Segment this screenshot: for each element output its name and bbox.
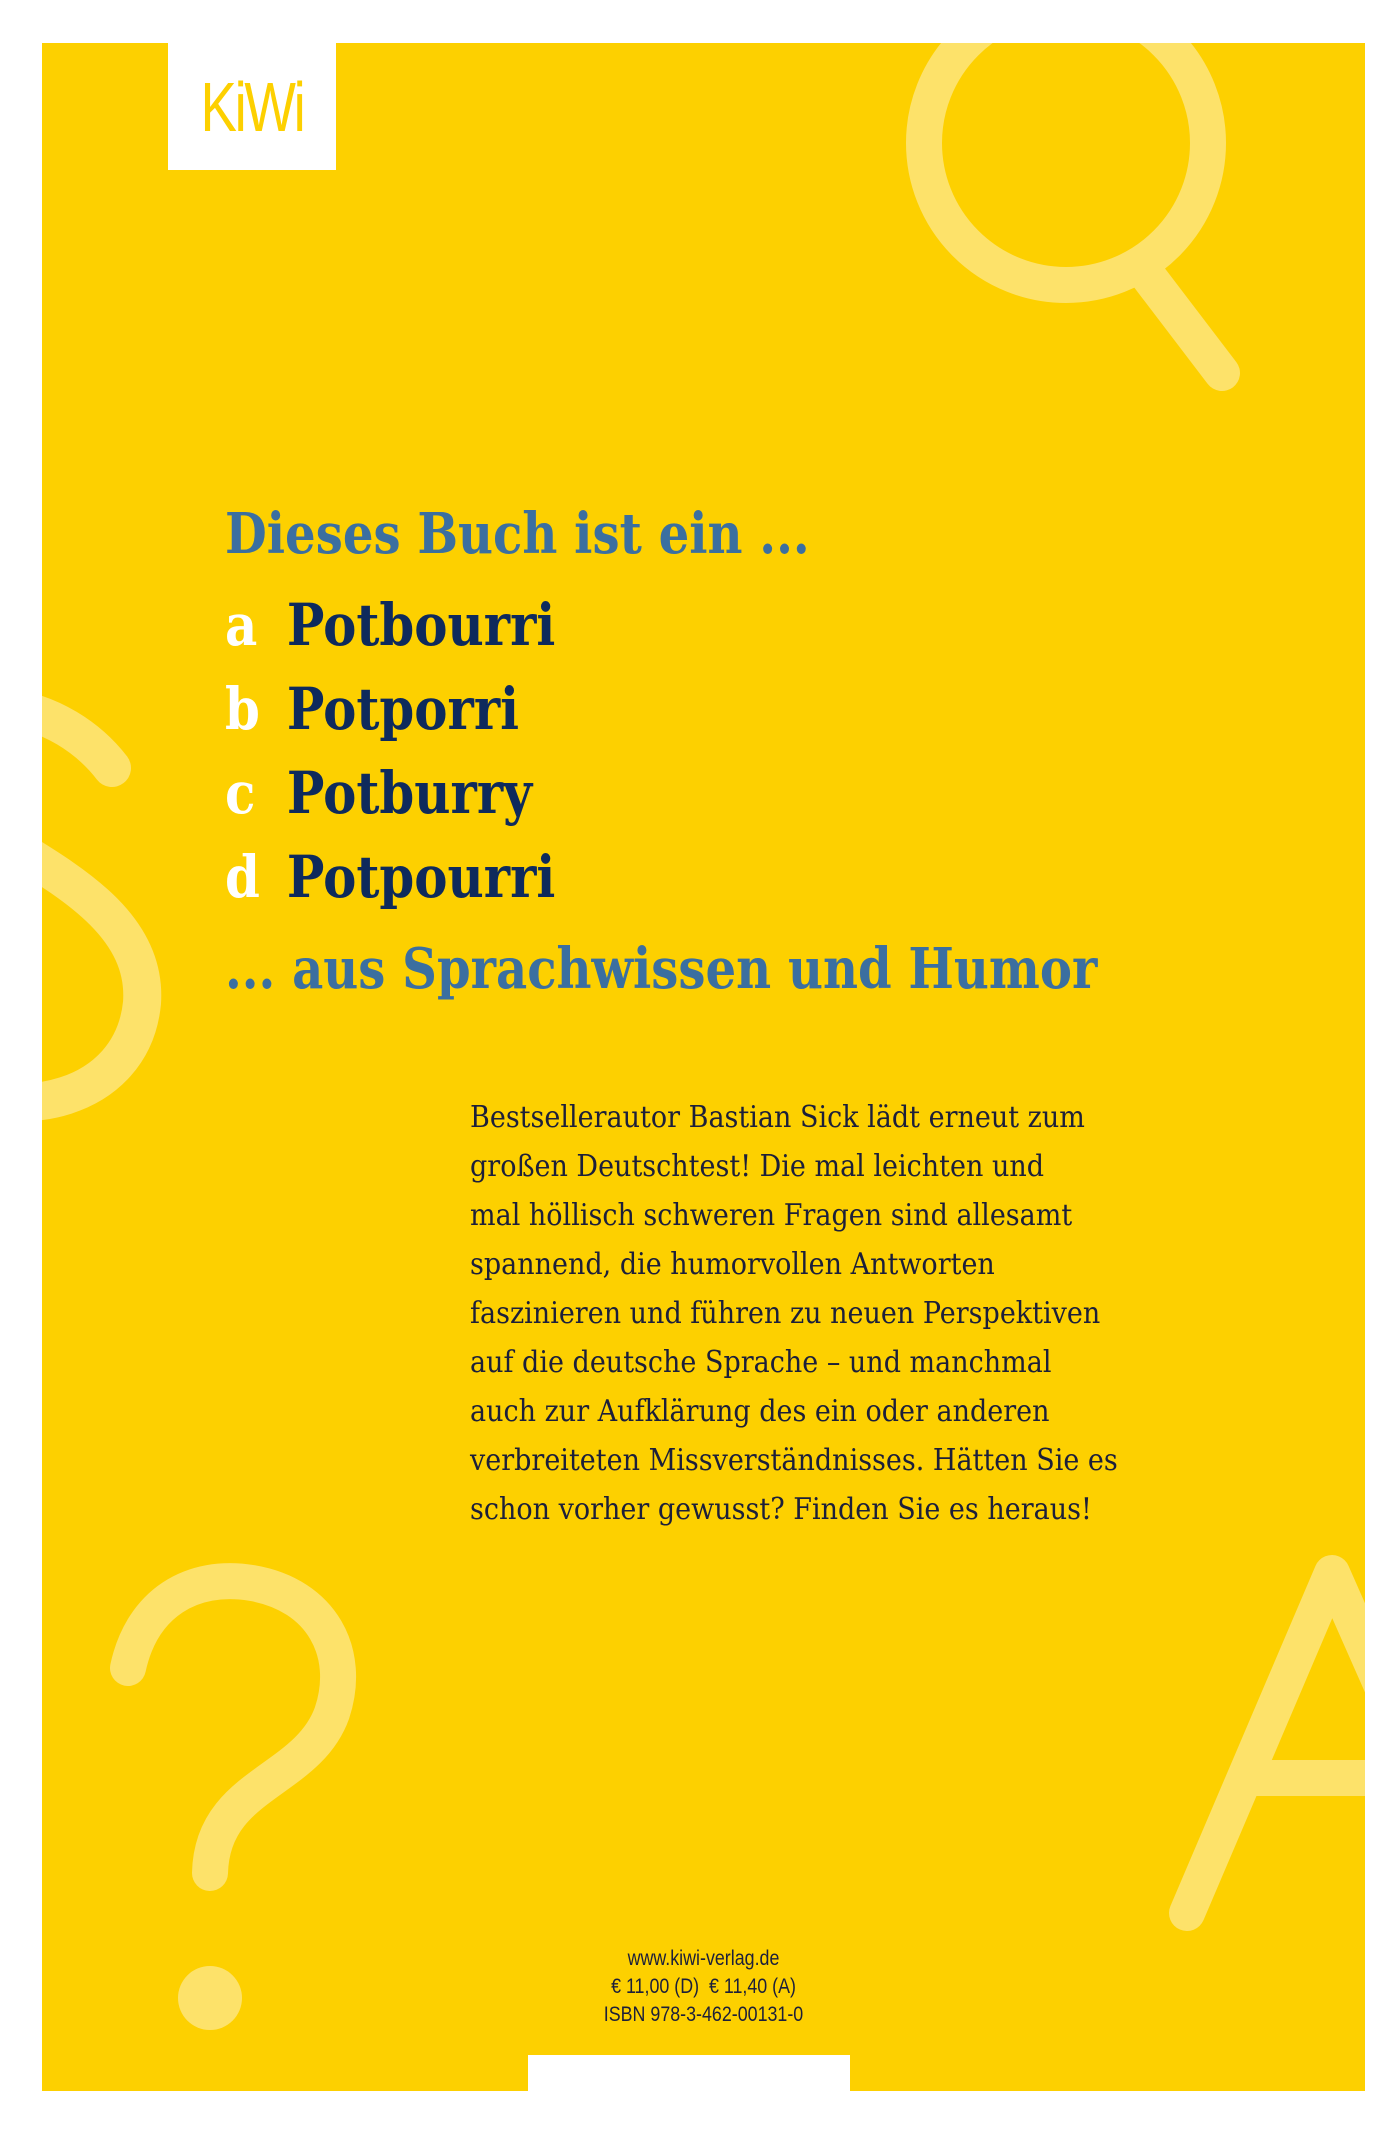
option-text: Potporri — [286, 675, 520, 743]
letter-s-icon — [42, 707, 142, 1102]
isbn-text: ISBN 978-3-462-00131-0 — [603, 2003, 804, 2026]
option-letter: b — [225, 675, 260, 743]
quiz-option-a — [225, 591, 556, 666]
blurb-line: auch zur Aufklärung des ein oder anderen — [470, 1394, 1050, 1429]
price-text: € 11,00 (D) € 11,40 (A) — [611, 1975, 796, 1998]
option-letter: c — [225, 759, 256, 827]
background-decorations — [42, 43, 1365, 2091]
blurb-line: Bestsellerautor Bastian Sick lädt erneut zum — [470, 1100, 1085, 1135]
blurb-line: spannend, die humorvollen Antworten — [470, 1247, 995, 1282]
blurb-line: faszinieren und führen zu neuen Perspektiven — [470, 1296, 1101, 1331]
book-back-cover — [42, 43, 1365, 2091]
option-letter: a — [225, 591, 258, 659]
option-text: Potpourri — [286, 843, 556, 911]
quiz-option-b — [225, 675, 520, 750]
blurb-line: verbreiteten Missverständnisses. Hätten Sie es — [470, 1443, 1118, 1478]
quiz-option-c — [225, 759, 533, 834]
barcode-area — [528, 2055, 850, 2091]
publisher-footer — [42, 1945, 1365, 2029]
blurb-line: schon vorher gewusst? Finden Sie es heraus! — [470, 1492, 1092, 1527]
blurb-line: mal höllisch schweren Fragen sind allesamt — [470, 1198, 1073, 1233]
kiwi-logo — [168, 43, 336, 170]
blurb-line: auf die deutsche Sprache – und manchmal — [470, 1345, 1052, 1380]
option-letter: d — [225, 843, 260, 911]
letter-a-icon — [1187, 1573, 1365, 1913]
option-text: Potbourri — [286, 591, 556, 659]
quiz-outro: ... aus Sprachwissen und Humor — [225, 936, 1098, 1002]
option-text: Potburry — [286, 759, 533, 827]
quiz-intro: Dieses Buch ist ein ... — [225, 501, 810, 567]
logo-text: KiWi — [200, 67, 304, 146]
blurb-line: großen Deutschtest! Die mal leichten und — [470, 1149, 1045, 1184]
website-text: www.kiwi-verlag.de — [627, 1947, 780, 1970]
question-mark-icon — [128, 1581, 338, 1873]
quiz-option-d — [225, 843, 556, 918]
blurb-text — [470, 1093, 1230, 1534]
magnifier-icon — [924, 43, 1222, 373]
